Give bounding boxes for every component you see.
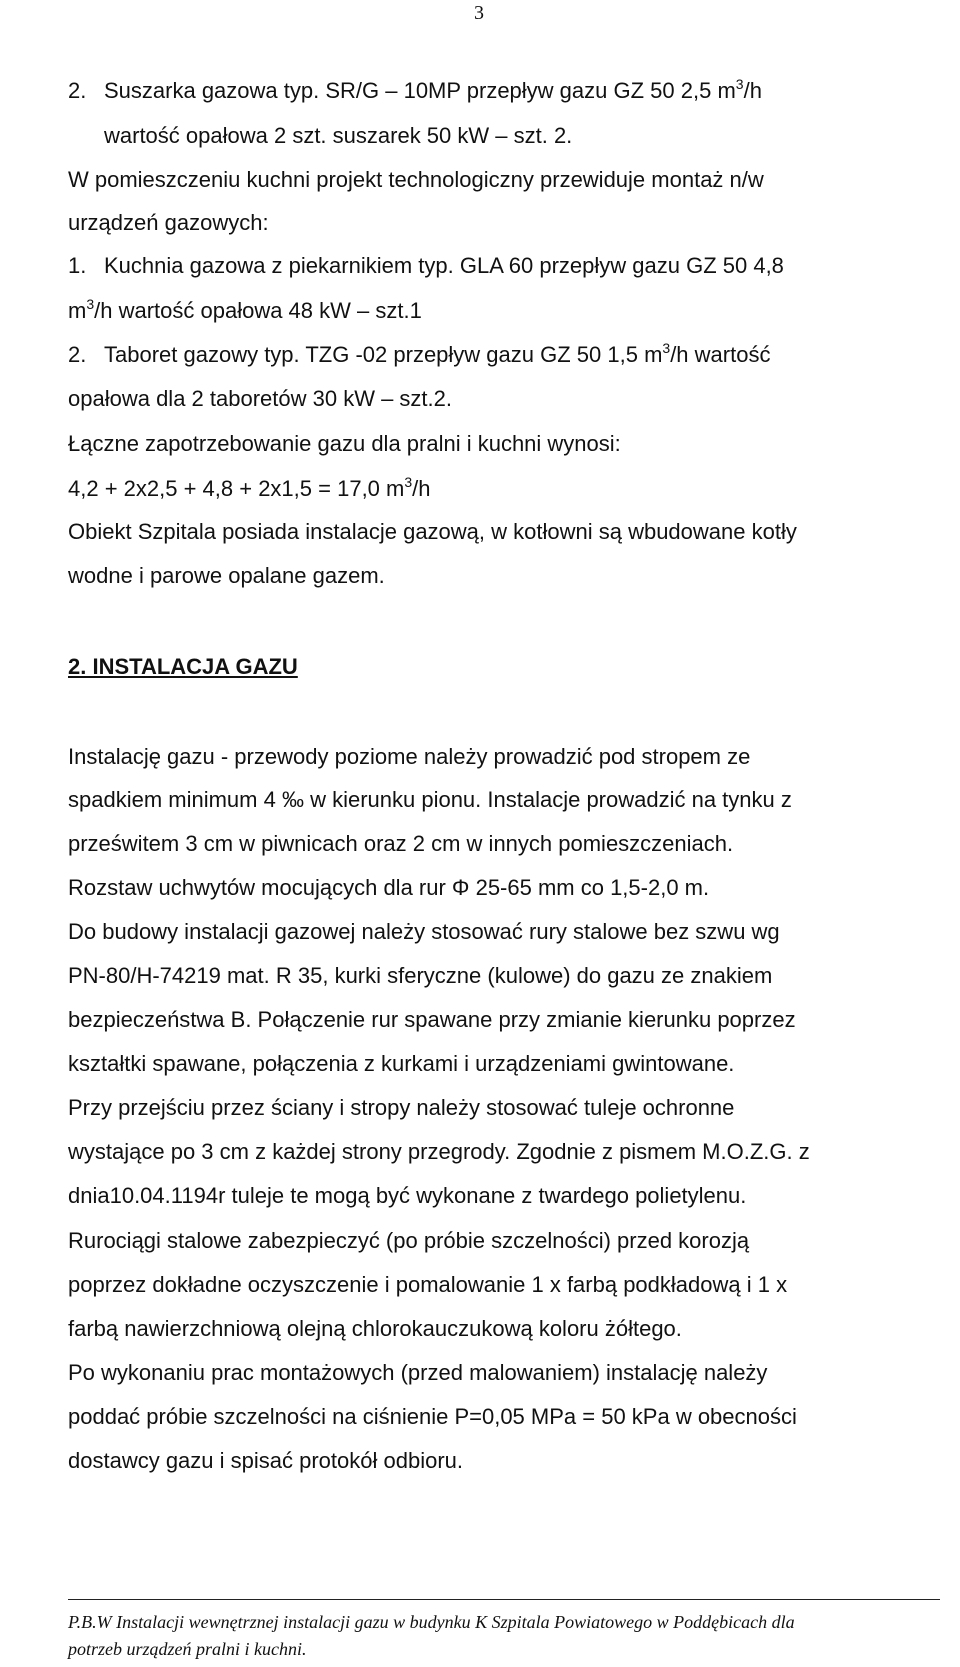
text-line <box>68 1051 734 1077</box>
line-text: Kuchnia gazowa z piekarnikiem typ. GLA 60 przepływ gazu GZ 50 4,8 <box>104 253 784 278</box>
text-line <box>104 123 572 149</box>
text-line <box>68 1007 796 1033</box>
line-text: dostawcy gazu i spisać protokół odbioru. <box>68 1448 463 1473</box>
list-number: 2. <box>68 78 87 103</box>
heading-text: 2. INSTALACJA GAZU <box>68 654 298 679</box>
text-line <box>68 831 733 857</box>
text-line <box>68 1404 797 1430</box>
line-text: Obiekt Szpitala posiada instalacje gazową, w kotłowni są wbudowane kotły <box>68 519 797 544</box>
line-text: m <box>68 298 87 323</box>
text-line <box>68 210 269 236</box>
text-line <box>68 1448 463 1474</box>
superscript: 3 <box>735 76 744 92</box>
text-line <box>68 253 784 279</box>
line-text-tail: /h <box>743 78 762 103</box>
line-text: spadkiem minimum 4 ‰ w kierunku pionu. Instalacje prowadzić na tynku z <box>68 787 792 812</box>
text-line <box>68 1095 734 1121</box>
line-text-tail: /h <box>412 476 431 501</box>
line-text: opałowa dla 2 taboretów 30 kW – szt.2. <box>68 386 452 411</box>
text-line <box>68 875 709 901</box>
line-text: Suszarka gazowa typ. SR/G – 10MP przepływ gazu GZ 50 2,5 m <box>104 78 736 103</box>
line-text: Łączne zapotrzebowanie gazu dla pralni i kuchni wynosi: <box>68 431 621 456</box>
text-line <box>68 1272 787 1298</box>
list-number: 2. <box>68 342 87 367</box>
line-text: dnia10.04.1194r tuleje te mogą być wykonane z twardego polietylenu. <box>68 1183 747 1208</box>
superscript: 3 <box>662 340 671 356</box>
page-number: 3 <box>474 2 484 24</box>
text-line <box>68 744 750 770</box>
text-line <box>68 476 431 502</box>
text-line <box>68 1228 749 1254</box>
line-text: kształtki spawane, połączenia z kurkami i urządzeniami gwintowane. <box>68 1051 735 1076</box>
text-line <box>68 1139 810 1165</box>
text-line <box>68 386 452 412</box>
line-text: wodne i parowe opalane gazem. <box>68 563 385 588</box>
text-line <box>68 563 385 589</box>
text-line <box>68 298 422 324</box>
line-text: prześwitem 3 cm w piwnicach oraz 2 cm w innych pomieszczeniach. <box>68 831 734 856</box>
footer-line-1: P.B.W Instalacji wewnętrznej instalacji gazu w budynku K Szpitala Powiatowego w Poddębicach dla <box>68 1612 795 1632</box>
line-text: poprzez dokładne oczyszczenie i pomalowanie 1 x farbą podkładową i 1 x <box>68 1272 788 1297</box>
line-text: wystające po 3 cm z każdej strony przegrody. Zgodnie z pismem M.O.Z.G. z <box>68 1139 810 1164</box>
text-line <box>68 342 770 368</box>
line-text: Rozstaw uchwytów mocujących dla rur Φ 25-65 mm co 1,5-2,0 m. <box>68 875 710 900</box>
text-line <box>68 963 772 989</box>
line-text: Do budowy instalacji gazowej należy stosować rury stalowe bez szwu wg <box>68 919 780 944</box>
line-text: Instalację gazu - przewody poziome należy prowadzić pod stropem ze <box>68 744 751 769</box>
line-text: farbą nawierzchniową olejną chlorokauczukową koloru żółtego. <box>68 1316 682 1341</box>
line-text-tail: /h wartość opałowa 48 kW – szt.1 <box>94 298 422 323</box>
footer-line-2: potrzeb urządzeń pralni i kuchni. <box>68 1639 307 1659</box>
line-text: poddać próbie szczelności na ciśnienie P=0,05 MPa = 50 kPa w obecności <box>68 1404 797 1429</box>
list-number: 1. <box>68 253 87 278</box>
text-line <box>68 431 621 457</box>
section-heading <box>68 654 298 680</box>
line-text: urządzeń gazowych: <box>68 210 269 235</box>
text-line <box>68 167 764 193</box>
line-text: W pomieszczeniu kuchni projekt technologiczny przewiduje montaż n/w <box>68 167 764 192</box>
text-line <box>68 519 797 545</box>
line-text: PN-80/H-74219 mat. R 35, kurki sferyczne (kulowe) do gazu ze znakiem <box>68 963 773 988</box>
line-text: Taboret gazowy typ. TZG -02 przepływ gazu GZ 50 1,5 m <box>104 342 663 367</box>
text-line <box>68 787 792 813</box>
line-text: Rurociągi stalowe zabezpieczyć (po próbie szczelności) przed korozją <box>68 1228 750 1253</box>
line-text: 4,2 + 2x2,5 + 4,8 + 2x1,5 = 17,0 m <box>68 476 405 501</box>
superscript: 3 <box>404 474 413 490</box>
text-line <box>68 919 780 945</box>
superscript: 3 <box>86 296 95 312</box>
line-text: Przy przejściu przez ściany i stropy należy stosować tuleje ochronne <box>68 1095 735 1120</box>
line-text: Po wykonaniu prac montażowych (przed malowaniem) instalację należy <box>68 1360 768 1385</box>
text-line <box>68 1183 746 1209</box>
text-line <box>68 1360 767 1386</box>
line-text: bezpieczeństwa B. Połączenie rur spawane przy zmianie kierunku poprzez <box>68 1007 796 1032</box>
line-text-tail: /h wartość <box>670 342 771 367</box>
text-line <box>68 78 762 104</box>
line-text: wartość opałowa 2 szt. suszarek 50 kW – szt. 2. <box>104 123 573 148</box>
text-line <box>68 1316 682 1342</box>
footer-divider <box>68 1599 940 1600</box>
